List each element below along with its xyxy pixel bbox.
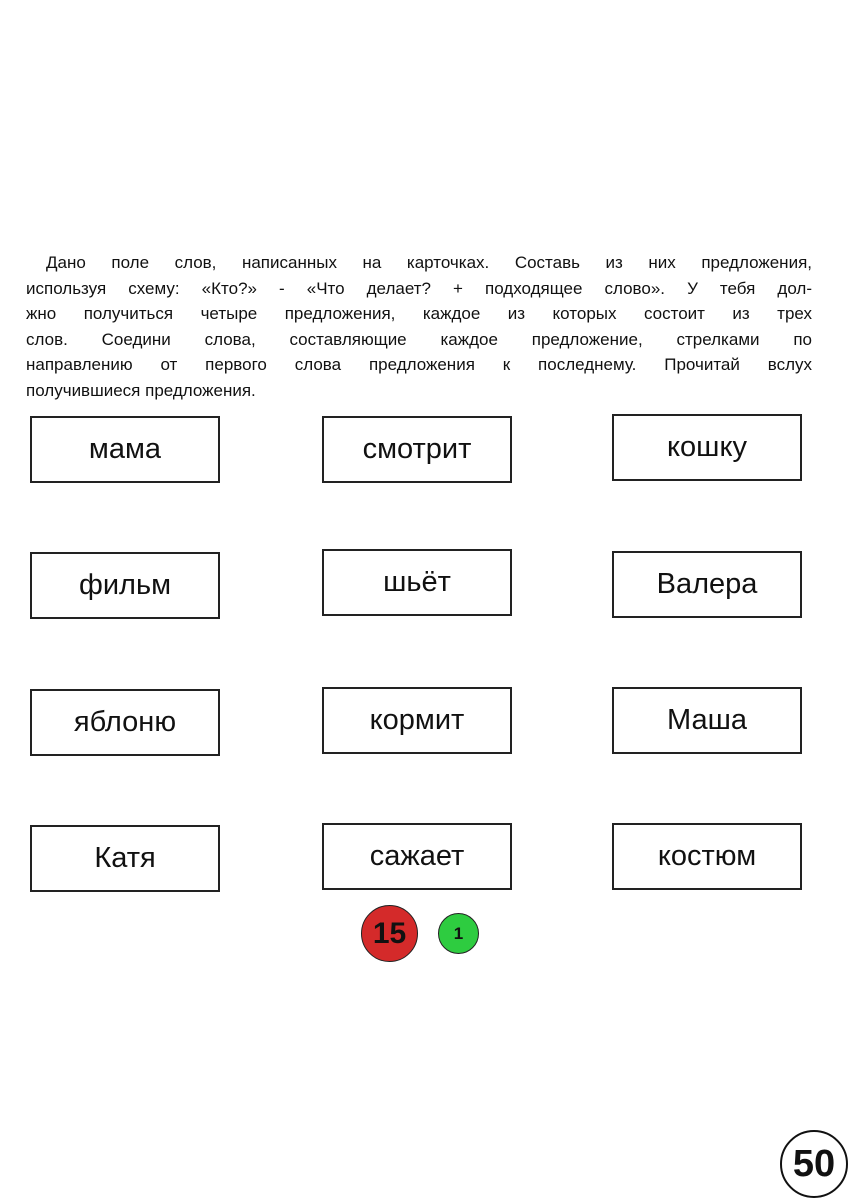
word-card[interactable]: Маша	[612, 687, 802, 754]
instructions-line: Дано поле слов, написанных на карточках. Составь из них предложения,	[46, 253, 812, 272]
word-card[interactable]: шьёт	[322, 549, 512, 616]
word-card[interactable]: Валера	[612, 551, 802, 618]
instructions-line: получившиеся предложения.	[26, 380, 256, 400]
instructions-line: слов. Соедини слова, составляющие каждое предложение, стрелками по	[26, 329, 812, 349]
word-card[interactable]: мама	[30, 416, 220, 483]
word-card[interactable]: фильм	[30, 552, 220, 619]
page-number: 50	[780, 1130, 848, 1198]
instructions-line: направлению от первого слова предложения к последнему. Прочитай вслух	[26, 355, 812, 374]
word-card[interactable]: яблоню	[30, 689, 220, 756]
word-card[interactable]: Катя	[30, 825, 220, 892]
instructions-line: жно получиться четыре предложения, каждое из которых состоит из трех	[26, 304, 812, 323]
word-card[interactable]: кошку	[612, 414, 802, 481]
word-card[interactable]: смотрит	[322, 416, 512, 483]
green-count-badge: 1	[438, 913, 479, 954]
word-card[interactable]: кормит	[322, 687, 512, 754]
instructions-line: используя схему: «Кто?» - «Что делает? + подходящее слово». У тебя дол-	[26, 278, 812, 298]
instructions-text	[26, 250, 812, 403]
red-count-badge: 15	[361, 905, 418, 962]
word-card[interactable]: сажает	[322, 823, 512, 890]
word-card[interactable]: костюм	[612, 823, 802, 890]
